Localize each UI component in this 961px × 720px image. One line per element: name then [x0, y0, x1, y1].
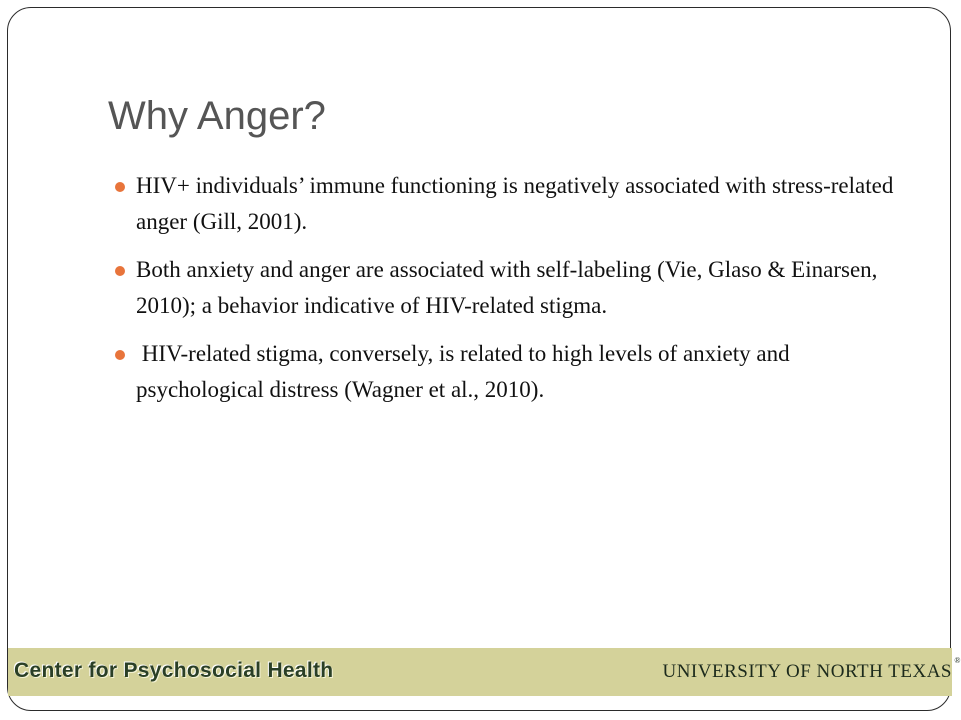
bullet-text: HIV+ individuals’ immune functioning is negatively associated with stress-related anger (Gill, 2001).	[136, 173, 894, 234]
bullet-item	[108, 336, 923, 408]
bullet-dot-icon	[115, 182, 125, 192]
bullet-item	[108, 252, 923, 324]
bullet-text: HIV-related stigma, conversely, is related to high levels of anxiety and psychological distress (Wagner et al., 2010).	[136, 341, 790, 402]
bullet-text: Both anxiety and anger are associated with self-labeling (Vie, Glaso & Einarsen, 2010); a behavior indicative of HIV-related stigma.	[136, 257, 878, 318]
bullet-list	[108, 168, 923, 420]
bullet-item	[108, 168, 923, 240]
slide-frame	[7, 7, 961, 711]
bullet-dot-icon	[115, 266, 125, 276]
footer-band	[8, 648, 961, 696]
slide-title: Why Anger?	[108, 94, 326, 138]
university-wordmark: UNIVERSITY OF NORTH TEXAS	[662, 661, 952, 682]
bullet-dot-icon	[115, 350, 125, 360]
university-logo	[662, 656, 961, 686]
center-name: Center for Psychosocial Health	[14, 659, 334, 682]
trademark-mark: ®	[954, 656, 961, 665]
